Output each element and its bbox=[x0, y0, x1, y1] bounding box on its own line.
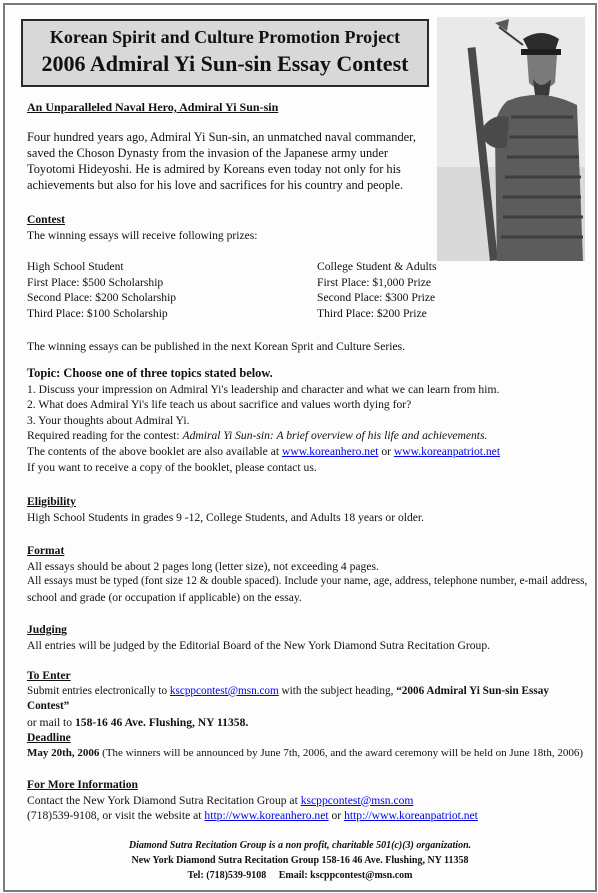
mail-line: or mail to 158-16 46 Ave. Flushing, NY 11358. bbox=[27, 715, 249, 729]
prize-item: Third Place: $100 Scholarship bbox=[27, 306, 168, 320]
copy-note: If you want to receive a copy of the booklet, please contact us. bbox=[27, 460, 317, 474]
more-info-heading: For More Information bbox=[27, 778, 138, 791]
koreanpatriot-url-link[interactable]: http://www.koreanpatriot.net bbox=[344, 809, 478, 823]
deadline-section bbox=[27, 730, 593, 761]
eligibility-text: High School Students in grades 9 -12, College Students, and Adults 18 years or older. bbox=[27, 510, 425, 524]
topic-item: 2. What does Admiral Yi's life teach us about sacrifice and values worth dying for? bbox=[27, 398, 412, 412]
contest-title: 2006 Admiral Yi Sun-sin Essay Contest bbox=[41, 51, 409, 76]
prize-item: First Place: $1,000 Prize bbox=[317, 275, 431, 289]
booklet-websites: The contents of the above booklet are also available at www.koreanhero.net or www.koreanpatriot.net bbox=[27, 444, 501, 458]
intro-line: saved the Choson Dynasty from the invasion of the Japanese army under bbox=[27, 146, 388, 160]
eligibility-section bbox=[27, 494, 424, 525]
statue-image-icon bbox=[437, 17, 585, 261]
format-line: All essays must be typed (font size 12 & double spaced). Include your name, age, address, telephone number, e-mail address, bbox=[27, 575, 588, 588]
topic-heading: Topic: Choose one of three topics stated below. bbox=[27, 366, 273, 380]
footer-org-note: Diamond Sutra Recitation Group is a non profit, charitable 501(c)(3) organization. bbox=[128, 840, 472, 851]
title-box bbox=[21, 19, 429, 87]
footer-address: New York Diamond Sutra Recitation Group 158-16 46 Ave. Flushing, NY 11358 bbox=[131, 855, 469, 866]
to-enter-section bbox=[27, 668, 592, 730]
contact-line: Contact the New York Diamond Sutra Recitation Group at kscppcontest@msn.com bbox=[27, 793, 414, 807]
high-school-title: High School Student bbox=[27, 260, 124, 273]
prize-item: First Place: $500 Scholarship bbox=[27, 275, 164, 289]
koreanhero-link[interactable]: www.koreanhero.net bbox=[281, 444, 379, 458]
contact-email-link[interactable]: kscppcontest@msn.com bbox=[300, 793, 414, 807]
format-line: school and grade (or occupation if applicable) on the essay. bbox=[27, 590, 302, 604]
contest-section bbox=[27, 212, 258, 243]
admiral-statue-photo bbox=[437, 17, 585, 261]
intro-line: Toyotomi Hideyoshi. He is admired by Koreans even today not only for his bbox=[27, 162, 401, 176]
publish-note: The winning essays can be published in the next Korean Sprit and Culture Series. bbox=[27, 340, 406, 353]
format-heading: Format bbox=[27, 544, 65, 557]
project-title: Korean Spirit and Culture Promotion Project bbox=[49, 27, 401, 47]
more-info-section bbox=[27, 777, 592, 824]
entry-email-link[interactable]: kscppcontest@msn.com bbox=[169, 684, 279, 697]
flyer-page bbox=[3, 3, 597, 892]
high-school-prizes bbox=[27, 259, 277, 321]
required-reading: Required reading for the contest: Admiral Yi Sun-sin: A brief overview of his life and achievements. bbox=[27, 429, 488, 443]
website-line: (718)539-9108, or visit the website at http://www.koreanhero.net or http://www.koreanpatriot.net bbox=[27, 809, 478, 823]
format-section bbox=[27, 543, 592, 605]
judging-section bbox=[27, 622, 490, 653]
contest-heading: Contest bbox=[27, 213, 65, 226]
intro-paragraph bbox=[27, 129, 427, 193]
college-title: College Student & Adults bbox=[317, 260, 437, 273]
topic-item: 3. Your thoughts about Admiral Yi. bbox=[27, 413, 190, 427]
judging-text: All entries will be judged by the Editorial Board of the New York Diamond Sutra Recitation Group. bbox=[27, 638, 491, 652]
format-line: All essays should be about 2 pages long (letter size), not exceeding 4 pages. bbox=[27, 559, 379, 573]
topic-section bbox=[27, 366, 587, 475]
koreanhero-url-link[interactable]: http://www.koreanhero.net bbox=[204, 809, 329, 823]
prize-item: Second Place: $300 Prize bbox=[317, 291, 436, 305]
prize-item: Second Place: $200 Scholarship bbox=[27, 291, 177, 305]
footer-contact: Tel: (718)539-9108 Email: kscppcontest@msn.com bbox=[187, 870, 413, 881]
eligibility-heading: Eligibility bbox=[27, 495, 76, 508]
prize-item: Third Place: $200 Prize bbox=[317, 306, 427, 320]
intro-heading: An Unparalleled Naval Hero, Admiral Yi Sun-sin bbox=[27, 100, 279, 114]
to-enter-line: Submit entries electronically to kscppcontest@msn.com with the subject heading, “2006 Admiral Yi Sun-sin Essay Contest” bbox=[27, 684, 549, 713]
to-enter-heading: To Enter bbox=[27, 669, 71, 682]
deadline-heading: Deadline bbox=[27, 731, 71, 744]
college-prizes bbox=[317, 259, 577, 321]
deadline-line: May 20th, 2006 (The winners will be announced by June 7th, 2006, and the award ceremony will be held on June 18th, 2006) bbox=[27, 746, 583, 759]
intro-line: Four hundred years ago, Admiral Yi Sun-sin, an unmatched naval commander, bbox=[27, 130, 416, 144]
booklet-title: Admiral Yi Sun-sin: A brief overview of his life and achievements. bbox=[182, 429, 488, 443]
intro-line: achievements but also for his love and sacrifices for his country and people. bbox=[27, 178, 404, 192]
koreanpatriot-link[interactable]: www.koreanpatriot.net bbox=[393, 444, 501, 458]
judging-heading: Judging bbox=[27, 623, 67, 636]
contest-text: The winning essays will receive following prizes: bbox=[27, 228, 258, 242]
topic-item: 1. Discuss your impression on Admiral Yi's leadership and character and what we can learn from him. bbox=[27, 382, 500, 396]
